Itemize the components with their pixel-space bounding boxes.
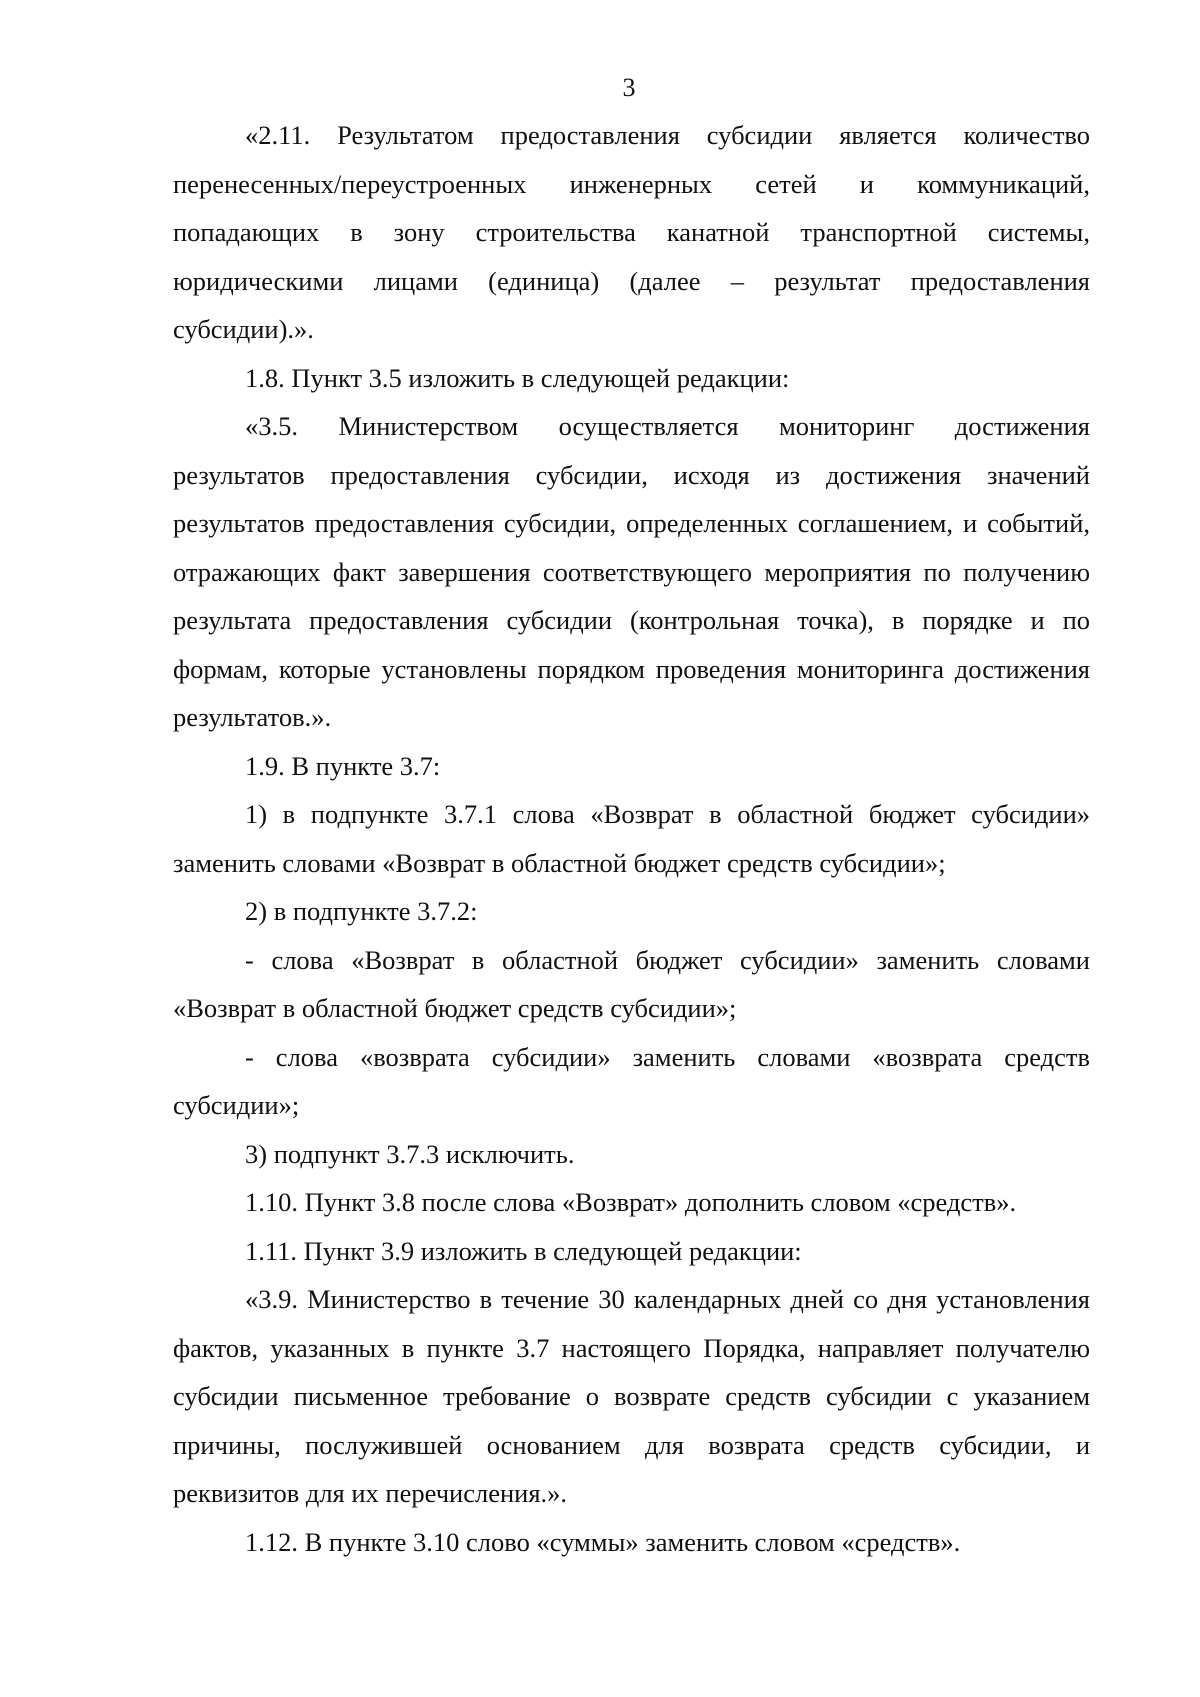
paragraph-3-7-2-item-1: - слова «Возврат в областной бюджет субсидии» заменить словами «Возврат в областной бюджет средств субсидии»; <box>173 944 1090 1023</box>
paragraph-1-11: 1.11. Пункт 3.9 изложить в следующей редакции: <box>245 1235 802 1266</box>
paragraph-2-11-result: «2.11. Результатом предоставления субсидии является количество перенесенных/переустроенных инженерных сетей и коммуникаций, попадающих в зону строительства канатной транспортной системы, юридическими лицами (единица) (далее – результат предоставления субсидии).». <box>173 120 1090 344</box>
paragraph-3-7-3: 3) подпункт 3.7.3 исключить. <box>245 1138 575 1169</box>
paragraph-1-10: 1.10. Пункт 3.8 после слова «Возврат» дополнить словом «средств». <box>245 1187 1017 1217</box>
paragraph-3-5-monitoring: «3.5. Министерством осуществляется мониторинг достижения результатов предоставления субсидии, исходя из достижения значений результатов предоставления субсидии, определенных соглашением, и событий, отражающих факт завершения соответствующего мероприятия по получению результата предоставления субсидии (контрольная точка), в порядке и по формам, которые установлены порядком проведения мониторинга достижения результатов.». <box>173 411 1090 732</box>
page-number: 3 <box>622 73 636 102</box>
paragraph-3-7-2: 2) в подпункте 3.7.2: <box>245 896 478 926</box>
paragraph-1-9: 1.9. В пункте 3.7: <box>245 750 441 781</box>
document-body <box>173 111 1090 1566</box>
paragraph-3-7-2-item-2: - слова «возврата субсидии» заменить словами «возврата средств субсидии»; <box>173 1041 1090 1120</box>
paragraph-1-8: 1.8. Пункт 3.5 изложить в следующей редакции: <box>245 362 790 393</box>
paragraph-3-9-requirement: «3.9. Министерство в течение 30 календарных дней со дня установления фактов, указанных в пункте 3.7 настоящего Порядка, направляет получателю субсидии письменное требование о возврате средств субсидии с указанием причины, послужившей основанием для возврата средств субсидии, и реквизитов для их перечисления.». <box>173 1284 1090 1508</box>
paragraph-3-7-1: 1) в подпункте 3.7.1 слова «Возврат в областной бюджет субсидии» заменить словами «Возврат в областной бюджет средств субсидии»; <box>173 799 1090 878</box>
paragraph-1-12: 1.12. В пункте 3.10 слово «суммы» заменить словом «средств». <box>245 1526 961 1557</box>
